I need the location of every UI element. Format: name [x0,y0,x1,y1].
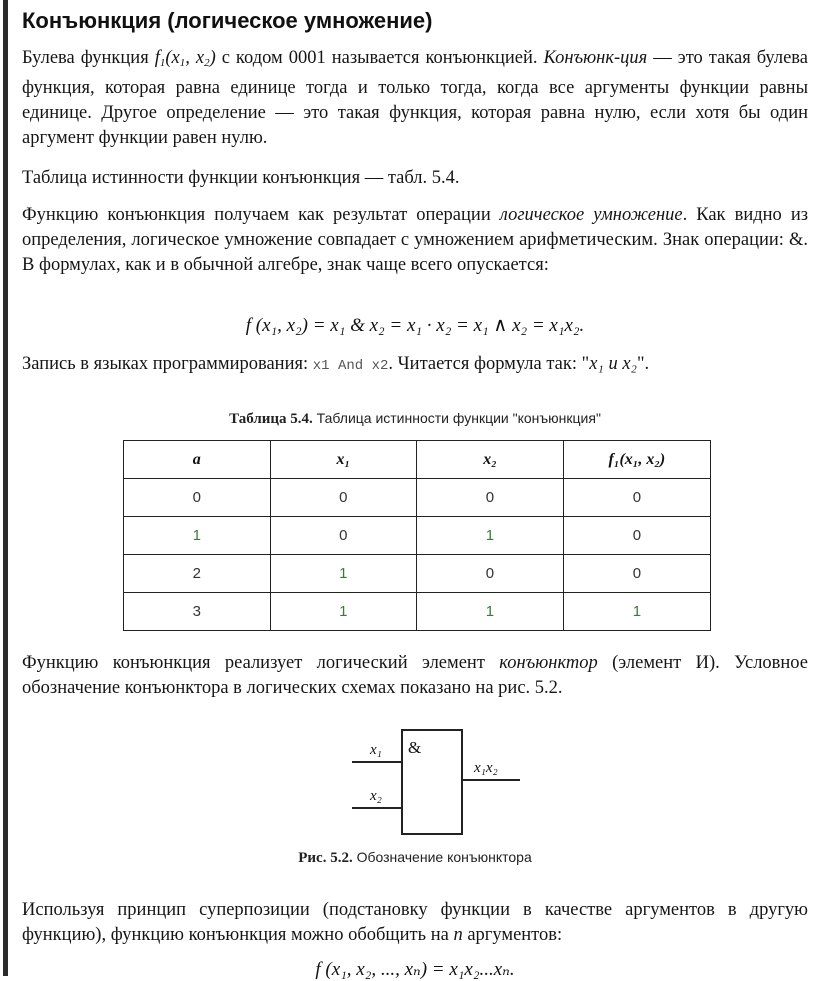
section-heading: Конъюнкция (логическое умножение) [22,8,433,33]
table-row [124,517,711,555]
truth-table [123,440,711,631]
col-header-x1: x₁ [270,441,417,479]
paragraph-definition [22,46,808,151]
table-cell: 0 [563,479,710,517]
formula-conjunction: f (x₁, x₂) = x₁ & x₂ = x₁ · x₂ = x₁ ∧ x₂ = x₁x₂. [245,315,585,336]
table-caption-label: Таблица 5.4. [229,411,313,427]
p1-term: Конъюнк-ция [543,48,648,68]
figure-caption [22,849,808,867]
figure-caption-label: Рис. 5.2. [298,850,353,866]
p1-text-1: Булева функция [22,48,149,68]
p4-text-1: Запись в языках программирования: [22,354,309,374]
p3-text-1: Функцию конъюнкция получаем как результат операции [22,205,491,225]
col-header-f1: f₁(x₁, x₂) [563,441,710,479]
table-cell: 0 [563,517,710,555]
paragraph-conjunctor [22,651,808,701]
table-row [124,593,711,631]
table-cell: 1 [417,517,564,555]
gate-input-1-label: x₁ [370,742,382,758]
p4-text-2: . Читается формула так: " [388,354,590,374]
table-caption-text: Таблица истинности функции "конъюнкция" [316,410,601,426]
table-cell: 2 [124,555,271,593]
table-caption [22,410,808,428]
table-cell: 0 [417,555,564,593]
p4-text-3: ". [637,354,650,374]
p6-text-2: аргументов: [467,925,563,945]
p3-text-2: . Как видно из определения, логическое умножение совпадает с умножением арифметическим. Знак операции: &. В формулах, как и в обычной алгебре, знак чаще всего опускается: [22,205,809,275]
figure-caption-text: Обозначение конъюнктора [356,849,532,865]
p5-term: конъюнктор [499,653,598,673]
paragraph-operation [22,203,808,278]
table-header-row [124,441,711,479]
paragraph-table-ref: Таблица истинности функции конъюнкция — табл. 5.4. [22,168,460,188]
p1-text-2: с кодом 0001 называется конъюнкцией. [221,48,538,68]
p6-n: n [453,925,463,945]
formula-generalized: f (x₁, x₂, ..., xₙ) = x₁x₂...xₙ. [315,959,515,980]
conjunctor-diagram [332,728,532,838]
gate-symbol: & [408,738,422,757]
p1-text-3: — это такая булева функция, которая равна единице тогда и только тогда, когда все аргументы функции равны единице. Другое определение — это такая функция, которая равна нулю, если хотя бы один аргумент функции равен нулю. [22,48,809,148]
paragraph-programming [22,352,808,379]
p4-read: x₁ и x₂ [589,354,637,374]
table-cell: 0 [124,479,271,517]
table-cell: 1 [270,593,417,631]
table-cell: 0 [270,479,417,517]
p5-text-2: (элемент И). Условное обозначение конъюнктора в логических схемах показано на рис. 5.2. [22,653,808,698]
table-cell: 1 [124,517,271,555]
table-cell: 1 [563,593,710,631]
col-header-x2: x₂ [417,441,564,479]
table-cell: 0 [417,479,564,517]
p5-text-1: Функцию конъюнкция реализует логический элемент [22,653,485,673]
paragraph-superposition [22,898,808,948]
table-cell: 0 [563,555,710,593]
table-cell: 1 [270,555,417,593]
table-row [124,555,711,593]
gate-output-label: x₁x₂ [474,760,498,776]
col-header-a: a [124,441,271,479]
table-cell: 3 [124,593,271,631]
code-snippet: x1 And x2 [312,358,389,374]
table-cell: 1 [417,593,564,631]
p3-term: логическое умножение [499,205,683,225]
p1-func: $f_1(x_1$, $x_2$) [154,48,216,69]
left-margin-rule [3,0,8,976]
gate-input-2-label: x₂ [370,788,382,804]
table-cell: 0 [270,517,417,555]
p6-text-1: Используя принцип суперпозиции (подстановку функции в качестве аргументов в другую функцию), функцию конъюнкция можно обобщить на [22,900,808,945]
table-row [124,479,711,517]
